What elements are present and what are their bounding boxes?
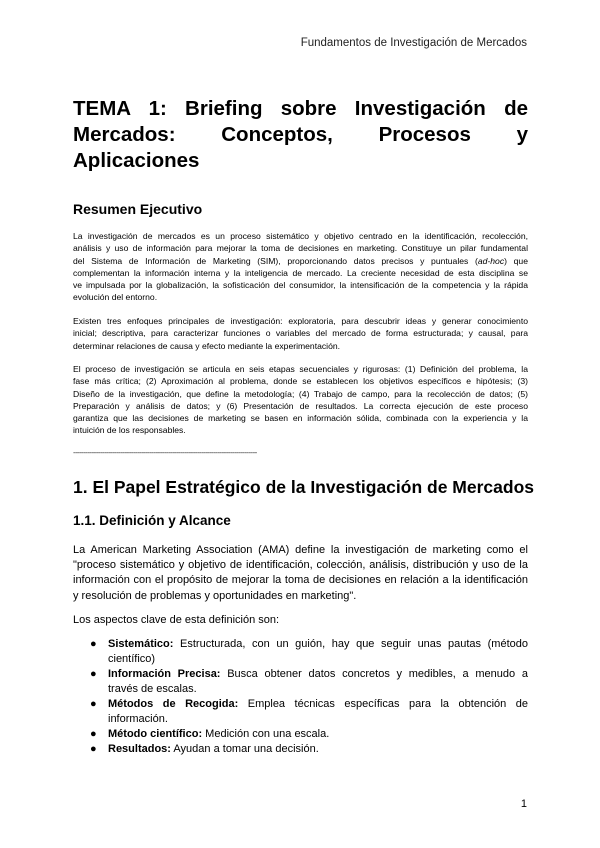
summary-line: El proceso de investigación se articula en seis etapas secuenciales y rigurosas: (1) Definición del problema, la bbox=[73, 364, 528, 374]
title-line: Aplicaciones bbox=[73, 149, 200, 172]
list-item bbox=[90, 727, 528, 742]
aspect-text: científico) bbox=[108, 653, 156, 665]
aspect-text: través de escalas. bbox=[108, 683, 197, 695]
aspect-term: Métodos de Recogida: bbox=[108, 698, 239, 710]
summary-line: La investigación de mercados es un proceso sistemático y objetivo centrado en la identificación, recolección, bbox=[73, 231, 528, 241]
summary-line: complementan la información interna y la inteligencia de mercado. La creciente necesidad de esta disciplina se bbox=[73, 267, 528, 278]
summary-line: Preparación y análisis de datos; y (6) Presentación de resultados. La correcta ejecución de este proceso bbox=[73, 400, 528, 411]
aspect-text: Estructurada, con un guión, hay que seguir unas pautas (método bbox=[173, 638, 528, 650]
aspect-term: Información Precisa: bbox=[108, 668, 221, 680]
aspects-intro-text: Los aspectos clave de esta definición son: bbox=[73, 614, 280, 626]
aspect-term: Sistemático: bbox=[108, 638, 174, 650]
list-item bbox=[90, 697, 528, 727]
aspects-intro bbox=[73, 613, 528, 628]
aspect-text: Medición con una escala. bbox=[202, 728, 330, 740]
section-1-heading: 1. El Papel Estratégico de la Investigación de Mercados bbox=[73, 477, 534, 497]
summary-line: evolución del entorno. bbox=[73, 292, 158, 303]
bullet-icon: ● bbox=[90, 638, 97, 650]
aspect-text: Busca obtener datos concretos y medibles, a menudo a bbox=[220, 668, 528, 680]
definition-line: y resolución de problemas y oportunidades en marketing". bbox=[73, 589, 357, 602]
list-item bbox=[90, 637, 528, 667]
summary-line: inicial; descriptiva, para caracterizar funciones o variables del mercado de forma estructurada; y causal, para bbox=[73, 328, 528, 339]
summary-line: intuición de los responsables. bbox=[73, 425, 186, 436]
aspect-text: Ayudan a tomar una decisión. bbox=[170, 743, 319, 755]
summary-line: Diseño de la investigación, que define la metodología; (4) Trabajo de campo, para la recolección de datos; (5) bbox=[73, 388, 528, 399]
section-1-1-heading: 1.1. Definición y Alcance bbox=[73, 513, 231, 528]
running-header: Fundamentos de Investigación de Mercados bbox=[300, 37, 527, 49]
title-line: Mercados: Conceptos, Procesos y bbox=[73, 123, 528, 146]
list-item bbox=[90, 742, 528, 757]
aspect-text: Emplea técnicas específicas para la obtención de bbox=[238, 698, 528, 710]
bullet-icon: ● bbox=[90, 728, 97, 740]
summary-line: Existen tres enfoques principales de investigación: exploratoria, para descubrir ideas y generar conocimiento bbox=[73, 316, 528, 326]
summary-paragraph-1 bbox=[73, 230, 528, 304]
summary-line: determinar relaciones de causa y efecto mediante la experimentación. bbox=[73, 340, 341, 351]
bullet-icon: ● bbox=[90, 668, 97, 680]
title-line: TEMA 1: Briefing sobre Investigación de bbox=[73, 97, 528, 120]
definition-line: información con el propósito de mejorar la toma de decisiones en relación a la identificación bbox=[73, 574, 528, 587]
aspect-term: Resultados: bbox=[108, 743, 171, 755]
page-number: 1 bbox=[520, 798, 527, 810]
summary-paragraph-2 bbox=[73, 315, 528, 352]
summary-line: fase más crítica; (2) Aproximación al problema, donde se establecen los objetivos específicos e hipótesis; (3) bbox=[73, 376, 528, 387]
definition-line: "proceso sistemático y objetivo de identificación, colección, análisis, distribución y uso de la bbox=[73, 559, 528, 572]
bullet-icon: ● bbox=[90, 743, 97, 755]
definition-line: La American Marketing Association (AMA) define la investigación de marketing como el bbox=[73, 544, 528, 556]
list-item bbox=[90, 667, 528, 697]
aspect-text: información. bbox=[108, 713, 168, 725]
summary-line: garantiza que las decisiones de marketing se basen en información sólida, combinada con la experiencia y la bbox=[73, 413, 528, 424]
aspect-term: Método científico: bbox=[108, 728, 203, 740]
summary-line: análisis y uso de información para mejorar la toma de decisiones en marketing. Constituye un pilar fundamental bbox=[73, 243, 528, 254]
summary-line: ve impulsada por la globalización, la sofisticación del consumidor, la intensificación de la competencia y la rápida bbox=[73, 280, 528, 291]
bullet-icon: ● bbox=[90, 698, 97, 710]
section-separator bbox=[73, 448, 366, 457]
separator-text: ----------------------------------------------------------------------------------------- bbox=[73, 448, 366, 457]
summary-line: del Sistema de Información de Marketing (SIM), proporcionando datos precisos y puntuales (ad-hoc) que bbox=[73, 255, 528, 266]
document-title bbox=[73, 96, 528, 174]
ama-definition-paragraph bbox=[73, 543, 528, 604]
key-aspects-list bbox=[90, 637, 528, 757]
ad-hoc-emphasis: ad-hoc bbox=[477, 255, 505, 266]
executive-summary-heading: Resumen Ejecutivo bbox=[73, 201, 203, 217]
summary-paragraph-3 bbox=[73, 363, 528, 437]
